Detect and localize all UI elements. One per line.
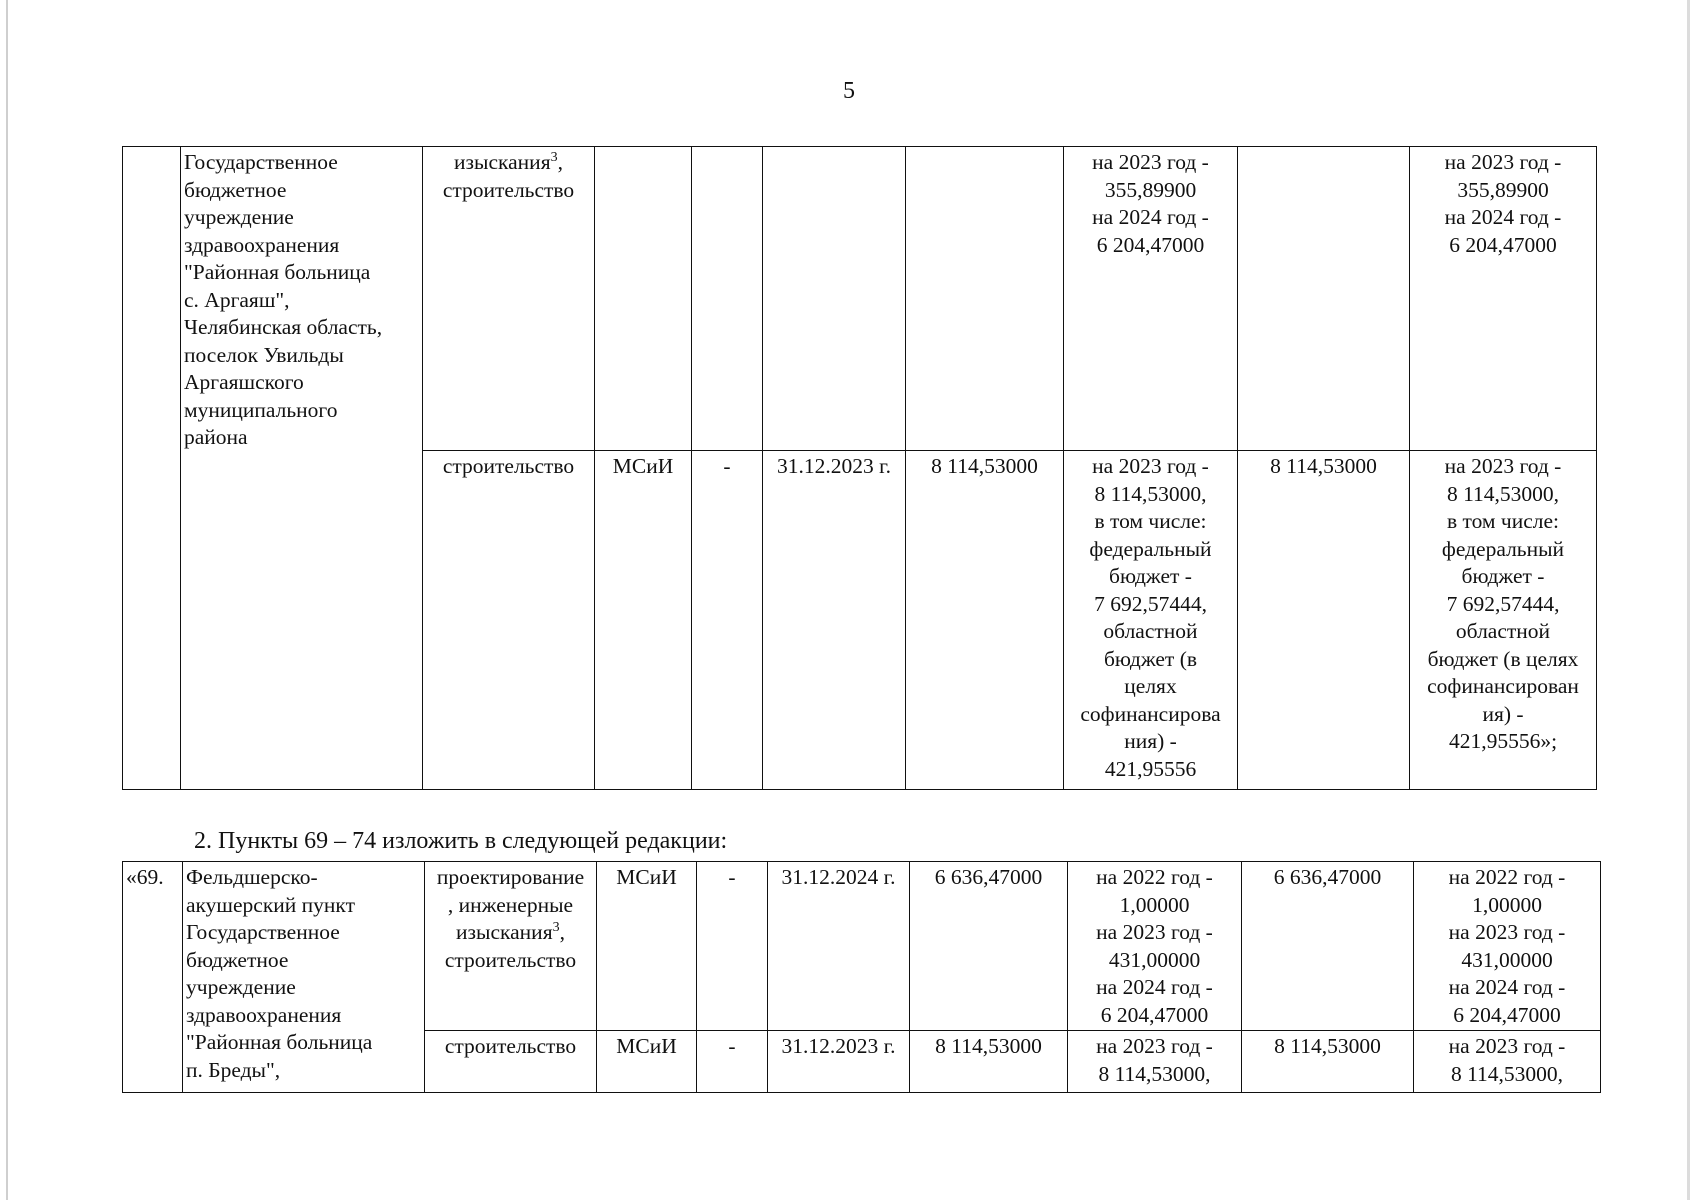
footnote-marker: 3 — [552, 919, 560, 935]
limit-cell: 8 114,53000 — [1238, 451, 1410, 790]
limit-cell — [1238, 147, 1410, 451]
work-type-text-rest: , строительство — [442, 150, 575, 202]
funding-cell: на 2023 год - 8 114,53000, — [1068, 1031, 1242, 1093]
deadline-cell: 31.12.2024 г. — [768, 862, 910, 1031]
deadline-cell — [763, 147, 906, 451]
row-number-cell — [123, 147, 181, 790]
work-type-cell: строительство — [425, 1031, 597, 1093]
customer-cell: МСиИ — [597, 1031, 697, 1093]
scan-edge-right — [1687, 0, 1690, 1200]
work-type-cell — [423, 147, 595, 451]
funding-total-cell: на 2023 год - 8 114,53000, в том числе: федеральный бюджет - 7 692,57444, областной бюджет (в целях софинансирован ия) - 421,95556»; — [1410, 451, 1597, 790]
organization-cell: Фельдшерско- акушерский пункт Государственное бюджетное учреждение здравоохранения "Районная больница п. Бреды", — [183, 862, 425, 1093]
continuation-table — [122, 146, 1597, 790]
work-type-text: изыскания — [454, 150, 551, 174]
customer-cell — [595, 147, 692, 451]
funding-cell: на 2023 год - 355,89900 на 2024 год - 6 204,47000 — [1064, 147, 1238, 451]
start-date-cell: - — [697, 1031, 768, 1093]
organization-cell: Государственное бюджетное учреждение здравоохранения "Районная больница с. Аргаяш", Челябинская область, поселок Увильды Аргаяшского муниципального района — [181, 147, 423, 790]
funding-total-cell: на 2023 год - 355,89900 на 2024 год - 6 204,47000 — [1410, 147, 1597, 451]
work-type-text-rest: , строительство — [444, 920, 577, 972]
customer-cell: МСиИ — [595, 451, 692, 790]
footnote-marker: 3 — [550, 149, 558, 165]
start-date-cell — [692, 147, 763, 451]
cost-cell — [906, 147, 1064, 451]
funding-cell: на 2023 год - 8 114,53000, в том числе: федеральный бюджет - 7 692,57444, областной бюджет (в целях софинансирова ния) - 421,95556 — [1064, 451, 1238, 790]
cost-cell: 6 636,47000 — [910, 862, 1068, 1031]
table-row — [123, 147, 1597, 451]
row-number-cell: «69. — [123, 862, 183, 1093]
deadline-cell: 31.12.2023 г. — [768, 1031, 910, 1093]
scan-edge-left — [6, 0, 8, 1200]
cost-cell: 8 114,53000 — [906, 451, 1064, 790]
paragraph-text: 2. Пункты 69 – 74 изложить в следующей редакции: — [194, 828, 728, 854]
work-type-cell — [425, 862, 597, 1031]
table-row — [123, 862, 1601, 1031]
funding-total-cell: на 2023 год - 8 114,53000, — [1414, 1031, 1601, 1093]
customer-cell: МСиИ — [597, 862, 697, 1031]
funding-total-cell: на 2022 год - 1,00000 на 2023 год - 431,00000 на 2024 год - 6 204,47000 — [1414, 862, 1601, 1031]
items-table — [122, 861, 1601, 1093]
limit-cell: 8 114,53000 — [1242, 1031, 1414, 1093]
deadline-cell: 31.12.2023 г. — [763, 451, 906, 790]
work-type-text: проектирование , инженерные изыскания — [436, 865, 585, 944]
page-number: 5 — [843, 78, 855, 104]
start-date-cell: - — [697, 862, 768, 1031]
cost-cell: 8 114,53000 — [910, 1031, 1068, 1093]
work-type-cell: строительство — [423, 451, 595, 790]
funding-cell: на 2022 год - 1,00000 на 2023 год - 431,00000 на 2024 год - 6 204,47000 — [1068, 862, 1242, 1031]
start-date-cell: - — [692, 451, 763, 790]
limit-cell: 6 636,47000 — [1242, 862, 1414, 1031]
